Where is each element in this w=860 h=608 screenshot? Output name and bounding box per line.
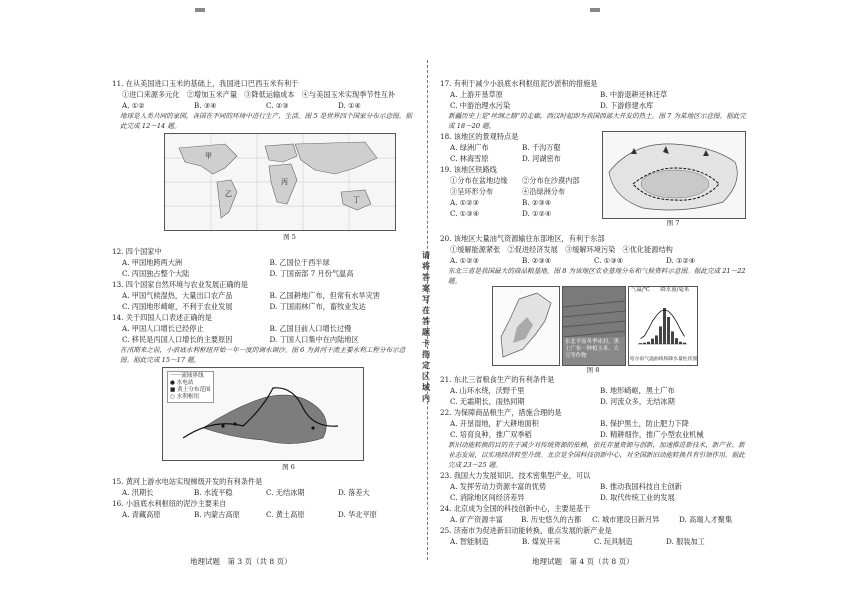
map-mark-jia: 甲 [205, 152, 212, 160]
option: A. 上游开垦草原 [450, 90, 503, 99]
option: C. 丙国独占整个大陆 [122, 269, 190, 278]
figure-7-label: 图 7 [666, 219, 680, 227]
option: B. 千沟万壑 [522, 143, 561, 152]
question-12: 12. 四个国家中 [112, 247, 162, 256]
footer-page-3: 地理试题 第 3 页（共 8 页） [190, 557, 292, 566]
photo-caption: 东北平原冬季冰封，黑土广布一种植玉米、大豆等作物 [565, 339, 619, 359]
q15-options [122, 487, 417, 498]
option: C. 消除地区间经济差异 [450, 493, 525, 502]
figure-6-legend [167, 371, 214, 403]
q19-options-row1 [450, 197, 605, 208]
question-15: 15. 黄河上游水电站实现梯级开发的有利条件是 [112, 477, 263, 486]
intro-23-25: 新旧动能转换的目的在于减少对传统资源的依赖，依托存量资源与创新，加速推进新技术、新产业、新业态发展，以实现经济转型升级。北京是全国科技创新中心，对全国新旧动能转换具有引领作用。据此完成 23～25 题。 [448, 441, 745, 469]
figure-7-xinjiang-map [602, 131, 746, 219]
q20-items: ①缓解能源紧张 ②促进经济发展 ③缓解环境污染 ④优化能源结构 [450, 245, 673, 254]
figure-8-group [492, 286, 750, 374]
option: D. 丁国南部 7 月份气温高 [269, 269, 354, 278]
option: A. 开垦湿地，扩大耕地面积 [450, 419, 539, 428]
q17-options-row1 [450, 89, 750, 100]
q14-options-row1 [122, 323, 417, 334]
climate-chart-caption: 哈尔滨气温曲线和降水量柱状图 [630, 357, 698, 362]
item: ②分布在沙漠内部 [522, 176, 580, 185]
option: D. 华北平原 [338, 510, 377, 519]
option: B. 推动我国科技自主创新 [600, 482, 682, 491]
legend-item: 一一流域界线 [170, 373, 204, 379]
option: B. 乙国耕地广布，但常有水旱灾害 [269, 291, 380, 300]
intro-15-17: 在汛期来之前，小浪底水利枢纽开始一年一度的调水调沙。图 6 为黄河干流主要水利工程分布示意图。据此完成 15～17 题。 [120, 346, 406, 364]
figure-8-northeast-map [492, 286, 560, 366]
option: C. 移民是丙国人口增长的主要原因 [122, 335, 233, 344]
q13-options-row2 [122, 301, 417, 312]
climate-chart-title: 气温/℃ 降水量/毫米 [631, 287, 690, 293]
option: D. 精耕细作，推广小型农业机械 [600, 430, 704, 439]
option: C. ②③ [266, 101, 289, 110]
option: A. 发挥劳动力资源丰富的优势 [450, 482, 547, 491]
option: C. 培育良种，推广双季稻 [450, 430, 532, 439]
option: B. 保护黑土，防止肥力下降 [600, 419, 689, 428]
option: A. 绿洲广布 [450, 143, 489, 152]
option: D. 取代传统工业的发展 [600, 493, 675, 502]
option: C. 玩具制造 [594, 537, 633, 546]
option: D. 服装加工 [666, 537, 705, 546]
xinjiang-svg [603, 132, 745, 218]
figure-6-yellow-river-map [162, 367, 364, 461]
q14-options-row2 [122, 334, 417, 345]
option: B. ②③④ [522, 256, 552, 265]
climate-svg [629, 294, 697, 352]
q25-options [450, 536, 750, 547]
rain-bar [675, 338, 678, 344]
option: A. 汛期长 [122, 488, 154, 497]
binding-mark [590, 8, 600, 12]
legend-item: ● 水电站 [170, 380, 194, 386]
option: B. 煤炭开采 [522, 537, 561, 546]
map-mark-ding: 丁 [353, 196, 360, 204]
q19-items-row1 [450, 175, 605, 186]
question-20: 20. 该地区大量油气资源输往东部地区，有利于东部 [440, 234, 605, 243]
option: C. 黄土高原 [266, 510, 305, 519]
q18-20-text [440, 131, 605, 219]
q19-options-row2 [450, 208, 605, 219]
option: D. ①②④ [666, 256, 696, 265]
option: B. 乙国位于西半球 [269, 258, 330, 267]
temperature-curve [641, 310, 685, 339]
q18-options-row2 [450, 153, 605, 164]
rain-bar [655, 335, 658, 344]
option: C. 丙国地形崎岖，不利于农业发展 [122, 302, 233, 311]
q22-options-row1 [450, 418, 750, 429]
q18-options-row1 [450, 142, 605, 153]
figure-5-world-map [164, 133, 396, 231]
figure-5-label: 图 5 [283, 233, 296, 241]
rain-bar [671, 331, 674, 344]
option: A. 甲国人口增长已经停止 [122, 324, 204, 333]
intro-21-22: 东北三省是我国最大的商品粮基地。图 8 为该地区农业基地分布和气候资料示意图。据此完成 21～22 题。 [448, 267, 746, 285]
option: B. 地形崎岖，黑土广布 [600, 386, 675, 395]
rain-bar [647, 342, 650, 344]
option: D. 丁国人口集中在内陆地区 [269, 335, 359, 344]
item: ③呈环形分布 [450, 187, 494, 196]
northeast-svg [493, 287, 559, 365]
questions-18-20-block [440, 131, 750, 233]
option: B. ③④ [194, 101, 217, 110]
figure-8-climate-chart [628, 286, 698, 366]
q22-options-row2 [450, 429, 750, 440]
option: D. 丁国雨林广布，畜牧业发达 [269, 302, 366, 311]
rain-bar [667, 317, 670, 344]
question-11: 11. 在从美国进口玉米的基础上，我国进口巴西玉米有利于 [112, 79, 299, 88]
world-map-svg [165, 134, 395, 230]
footer-page-4: 地理试题 第 4 页（共 8 页） [532, 557, 634, 566]
option: C. 城市建设日新月异 [592, 515, 660, 524]
item: ④沿绿洲分布 [522, 187, 566, 196]
question-18: 18. 该地区的景观特点是 [440, 132, 519, 141]
option: C. ①③④ [450, 209, 480, 218]
option: C. 无结冰期 [266, 488, 305, 497]
option: D. ①②④ [522, 209, 552, 218]
question-16: 16. 小浪底水利枢纽的泥沙主要来自 [112, 499, 227, 508]
option: D. 河流众多，无结冰期 [600, 397, 675, 406]
question-24: 24. 北京成为全国的科技创新中心，主要是基于 [440, 504, 591, 513]
answer-area-note: 请 将 答 案 写 在 答 题 卡 指 定 区 域 内 [422, 251, 430, 403]
q17-options-row2 [450, 100, 750, 111]
question-14: 14. 关于四国人口表述正确的是 [112, 313, 212, 322]
q21-options-row1 [450, 385, 750, 396]
question-13: 13. 四个国家自然环境与农业发展正确的是 [112, 280, 248, 289]
legend-item: ○ 水利枢纽 [170, 394, 200, 400]
page-3 [112, 78, 417, 520]
question-19: 19. 该地区铁路线 [440, 165, 497, 174]
option: A. ①② [122, 101, 145, 110]
q16-options [122, 509, 417, 520]
q24-options [450, 514, 750, 525]
option: C. 中游治理水污染 [450, 101, 511, 110]
option: A. 智能制造 [450, 537, 489, 546]
page-4 [440, 78, 750, 547]
question-17: 17. 有利于减少小浪底水利枢纽泥沙淤积的措施是 [440, 79, 598, 88]
option: D. ①④ [338, 101, 361, 110]
q21-options-row2 [450, 396, 750, 407]
option: A. 甲国气候湿热，大量出口农产品 [122, 291, 233, 300]
option: B. 水流平稳 [194, 488, 233, 497]
figure-8-label: 图 8 [586, 366, 600, 374]
option: D. 下游修建水库 [600, 101, 654, 110]
option: D. 落差大 [338, 488, 370, 497]
q12-options-row1 [122, 257, 417, 268]
option: B. ②③④ [522, 198, 552, 207]
option: B. 中游退耕还林还草 [600, 90, 668, 99]
question-21: 21. 东北三省粮食生产的有利条件是 [440, 375, 555, 384]
legend-item: ■ 黄土分布范围 [170, 387, 211, 393]
question-22: 22. 为保障商品粮生产，措施合理的是 [440, 408, 562, 417]
figure-6-label: 图 6 [282, 463, 295, 471]
option: C. ①③④ [594, 256, 624, 265]
q23-options-row2 [450, 492, 750, 503]
question-23: 23. 我国大力发展知识、技术密集型产业，可以 [440, 471, 591, 480]
q13-options-row1 [122, 290, 417, 301]
intro-18-20: 新疆历史上是"丝绸之路"的走廊，西汉时起即为我国西部大开发的热土。图 7 为某地区示意图。据此完成 18～20 题。 [448, 112, 746, 130]
map-mark-bing: 丙 [281, 178, 288, 186]
question-25: 25. 济南市为促进新旧动能转换，重点发展的新产业是 [440, 526, 612, 535]
map-mark-yi: 乙 [225, 190, 232, 198]
farmland-svg [563, 287, 625, 337]
q20-options [450, 255, 750, 266]
rain-bar [663, 308, 666, 344]
option: A. 矿产资源丰富 [450, 515, 503, 524]
option: C. 林海雪原 [450, 154, 489, 163]
option: D. 高端人才聚集 [678, 515, 733, 524]
q19-items-row2 [450, 186, 605, 197]
binding-mark [195, 8, 205, 12]
option: A. 山环水绕，沃野千里 [450, 386, 525, 395]
intro-12-14: 地球是人类共同的家园，各国在不同的环境中进行生产、生活。图 5 是世界四个国家分布示意图。据此完成 12～14 题。 [120, 112, 412, 130]
option: A. ①②③ [450, 256, 480, 265]
q11-items: ①进口来源多元化 ②增加玉米产量 ③降低运输成本 ④与美国玉米实现季节性互补 [122, 90, 396, 99]
q12-options-row2 [122, 268, 417, 279]
option: A. ①②③ [450, 198, 480, 207]
option: B. 内蒙古高原 [194, 510, 240, 519]
rain-bar [651, 339, 654, 344]
option: D. 河湖密布 [522, 154, 561, 163]
option: C. 无霜期长，雨热同期 [450, 397, 525, 406]
option: B. 历史悠久的古都 [521, 515, 582, 524]
item: ①分布在盆地边缘 [450, 176, 508, 185]
rain-bar [679, 342, 682, 344]
figure-8-farmland-photo [562, 286, 626, 366]
option: A. 青藏高原 [122, 510, 161, 519]
rain-bar [659, 326, 662, 344]
option: A. 甲国地跨两大洲 [122, 258, 183, 267]
q11-options [122, 100, 417, 111]
q23-options-row1 [450, 481, 750, 492]
option: B. 乙国目前人口增长过慢 [269, 324, 352, 333]
